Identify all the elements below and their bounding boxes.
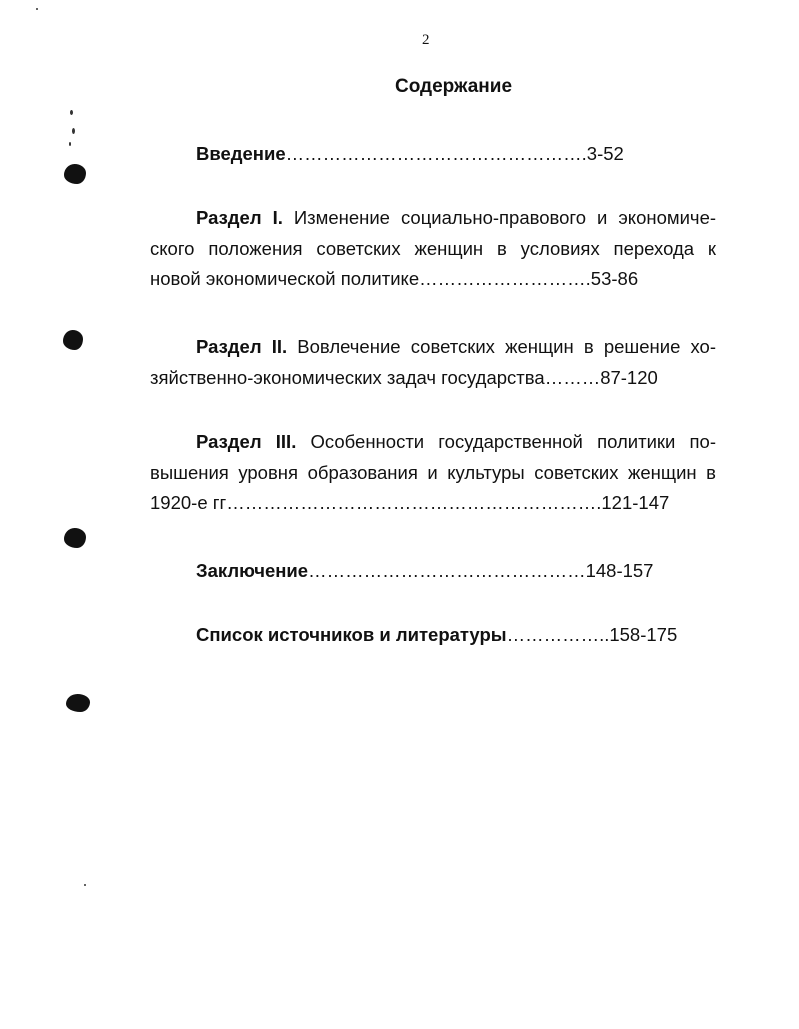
toc-entry-conclusion[interactable]	[150, 556, 716, 587]
punch-hole-mark	[66, 694, 90, 712]
toc-entry-label: Введение	[196, 143, 286, 164]
toc-entry-text: ского положения советских женщин в условиях перехода к	[150, 237, 716, 259]
toc-entry-introduction[interactable]	[150, 139, 716, 170]
toc-page-range: 121-147	[601, 492, 670, 513]
toc-entry-text: новой экономической политике	[150, 268, 420, 289]
page-number: 2	[422, 32, 430, 48]
toc-entry-label: Заключение	[196, 560, 309, 581]
toc-entry-label: Раздел I.	[196, 207, 283, 228]
toc-leader-dots: ……………..	[506, 624, 610, 645]
toc-entry-text: Особенности государственной политики по-	[310, 431, 716, 452]
toc-entry-text: зяйственно-экономических задач государства	[150, 366, 545, 388]
toc-entry-section-1[interactable]	[150, 203, 716, 295]
toc-entry-section-2[interactable]	[150, 332, 716, 393]
punch-hole-mark	[63, 330, 83, 350]
scan-speck	[36, 8, 38, 10]
scan-speck	[72, 128, 75, 134]
toc-leader-dots: ……………………….	[419, 268, 591, 289]
toc-page-range: 148-157	[585, 560, 654, 581]
toc-leader-dots: ………	[544, 366, 601, 388]
toc-entry-text: Вовлечение советских женщин в решение хо-	[297, 336, 716, 357]
scan-speck	[69, 142, 71, 146]
punch-hole-mark	[64, 164, 86, 184]
punch-hole-mark	[64, 528, 86, 548]
toc-page-range: 53-86	[590, 268, 639, 289]
scan-speck	[84, 884, 86, 886]
toc-entry-label: Список источников и литературы	[196, 624, 507, 645]
toc-entry-bibliography[interactable]	[150, 620, 716, 651]
toc-entry-label: Раздел III.	[196, 431, 297, 452]
toc-leader-dots: …………………………………………………….	[226, 492, 602, 513]
toc-page-range: 87-120	[600, 366, 658, 388]
toc-entry-text: 1920-е гг	[150, 492, 227, 513]
toc-leader-dots: ………………………………………	[308, 560, 586, 581]
toc-leader-dots: ………………………………………….	[285, 143, 587, 164]
toc-page-range: 3-52	[586, 143, 624, 164]
toc-page-range: 158-175	[609, 624, 678, 645]
page-title: Содержание	[394, 76, 513, 97]
toc-entry-text: Изменение социально-правового и экономиче-	[293, 207, 717, 228]
toc-entry-text: вышения уровня образования и культуры советских женщин в	[150, 461, 716, 483]
scan-speck	[70, 110, 73, 115]
toc-entry-section-3[interactable]	[150, 427, 716, 519]
toc-entry-label: Раздел II.	[196, 336, 288, 357]
